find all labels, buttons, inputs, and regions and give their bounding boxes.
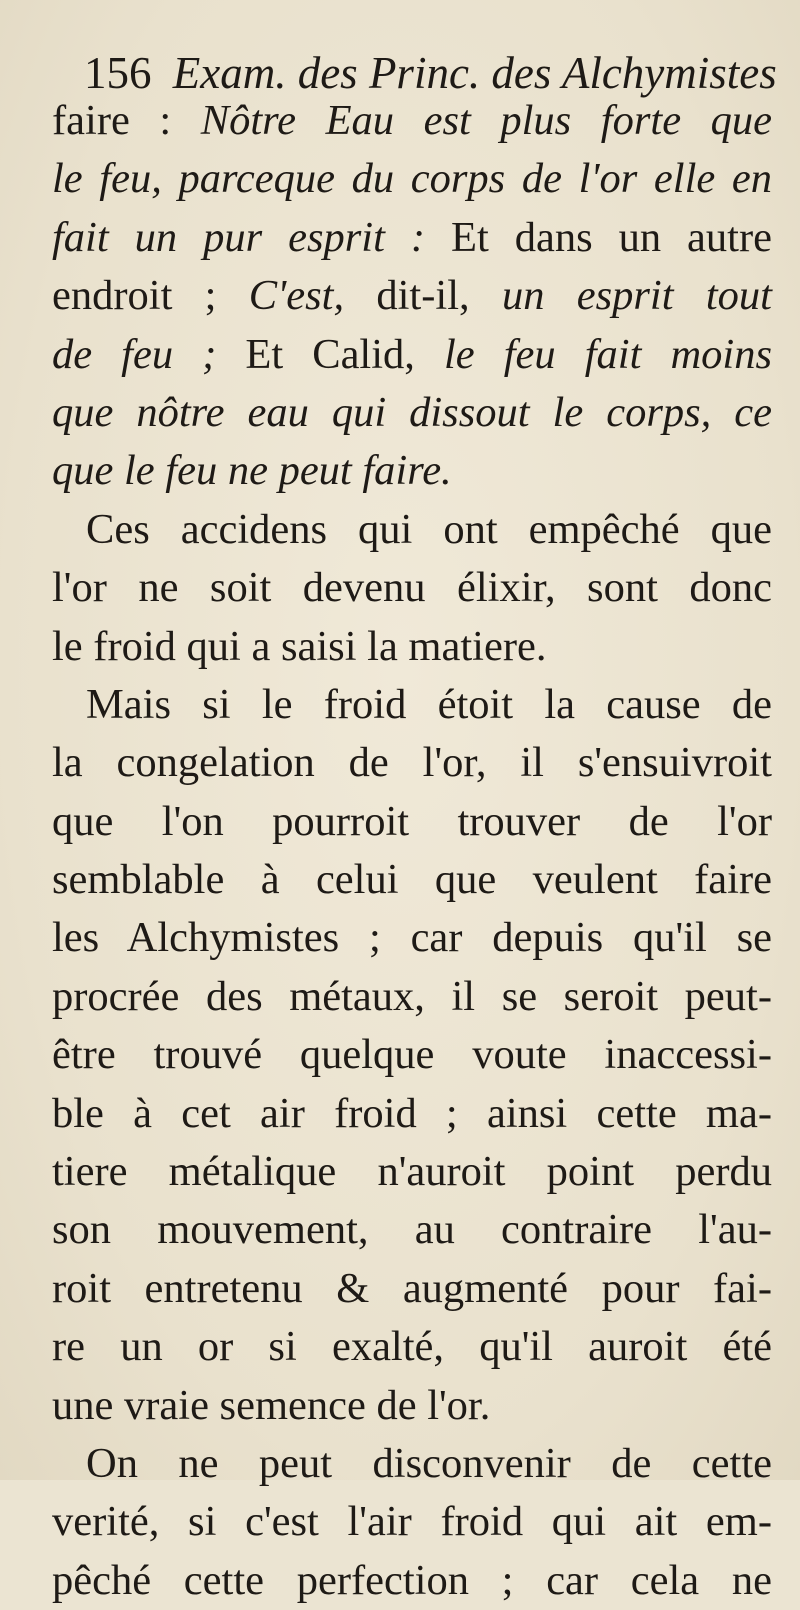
roman-run: la congelation de l'or, il s'ensuivroit — [52, 739, 772, 787]
roman-run: une vraie semence de l'or. — [52, 1381, 491, 1429]
roman-run: Ces accidens qui ont empêché que — [86, 505, 772, 553]
roman-run: tiere métalique n'auroit point perdu — [52, 1148, 772, 1196]
text-line — [52, 92, 772, 150]
roman-run: faire : — [52, 97, 201, 144]
text-line — [52, 793, 772, 851]
italic-run: fait un pur esprit : — [52, 213, 451, 261]
text-line — [52, 150, 772, 208]
text-line — [52, 968, 772, 1026]
text-line — [52, 326, 772, 384]
text-line — [52, 909, 772, 967]
text-line — [52, 1085, 772, 1143]
italic-run: que nôtre eau qui dissout le corps, ce — [52, 388, 772, 436]
roman-run: pêché cette perfection ; car cela ne — [52, 1556, 772, 1604]
text-line — [52, 676, 772, 734]
italic-run: Nôtre Eau est plus forte que — [200, 97, 772, 144]
text-line — [52, 1377, 772, 1435]
roman-run: l'or ne soit devenu élixir, sont donc — [52, 564, 772, 612]
italic-run: que le feu ne peut faire. — [52, 447, 452, 495]
roman-run: être trouvé quelque voute inaccessi- — [52, 1031, 772, 1079]
roman-run: dit-il, — [376, 272, 502, 320]
roman-run: Mais si le froid étoit la cause de — [86, 680, 772, 728]
text-line — [52, 559, 772, 617]
italic-run: le feu, parceque du corps de l'or elle en — [52, 155, 772, 203]
text-line — [52, 1435, 772, 1493]
text-line — [52, 267, 772, 325]
roman-run: re un or si exalté, qu'il auroit été — [52, 1323, 772, 1371]
body-text — [52, 92, 772, 1610]
text-line — [52, 1552, 772, 1610]
text-line — [52, 1318, 772, 1376]
text-line — [52, 618, 772, 676]
roman-run: Et dans un autre — [451, 213, 772, 261]
text-line — [52, 501, 772, 559]
roman-run: Et Calid, — [245, 330, 444, 378]
text-line — [52, 384, 772, 442]
roman-run: verité, si c'est l'air froid qui ait em- — [52, 1498, 772, 1546]
roman-run: le froid qui a saisi la matiere. — [52, 622, 547, 670]
italic-run: un esprit tout — [501, 272, 772, 320]
roman-run: ble à cet air froid ; ainsi cette ma- — [52, 1089, 772, 1137]
text-line — [52, 1143, 772, 1201]
running-title: Exam. des Princ. des Alchymistes — [172, 48, 777, 98]
roman-run: endroit ; — [52, 272, 249, 320]
roman-run: semblable à celui que veulent faire — [52, 856, 772, 904]
text-line — [52, 1201, 772, 1259]
italic-run: de feu ; — [52, 330, 246, 378]
text-line — [52, 851, 772, 909]
italic-run: C'est, — [248, 272, 377, 320]
roman-run: son mouvement, au contraire l'au- — [52, 1206, 772, 1254]
roman-run: On ne peut disconvenir de cette — [86, 1439, 772, 1487]
roman-run: procrée des métaux, il se seroit peut- — [52, 972, 772, 1020]
text-line — [52, 1260, 772, 1318]
roman-run: les Alchymistes ; car depuis qu'il se — [52, 914, 772, 962]
roman-run: que l'on pourroit trouver de l'or — [52, 797, 772, 845]
text-line — [52, 1493, 772, 1551]
roman-run: roit entretenu & augmenté pour fai- — [52, 1264, 772, 1312]
italic-run: le feu fait moins — [444, 330, 772, 378]
text-line — [52, 442, 772, 500]
text-line — [52, 734, 772, 792]
text-line — [52, 1026, 772, 1084]
text-line — [52, 209, 772, 267]
page-number: 156 — [84, 48, 152, 98]
